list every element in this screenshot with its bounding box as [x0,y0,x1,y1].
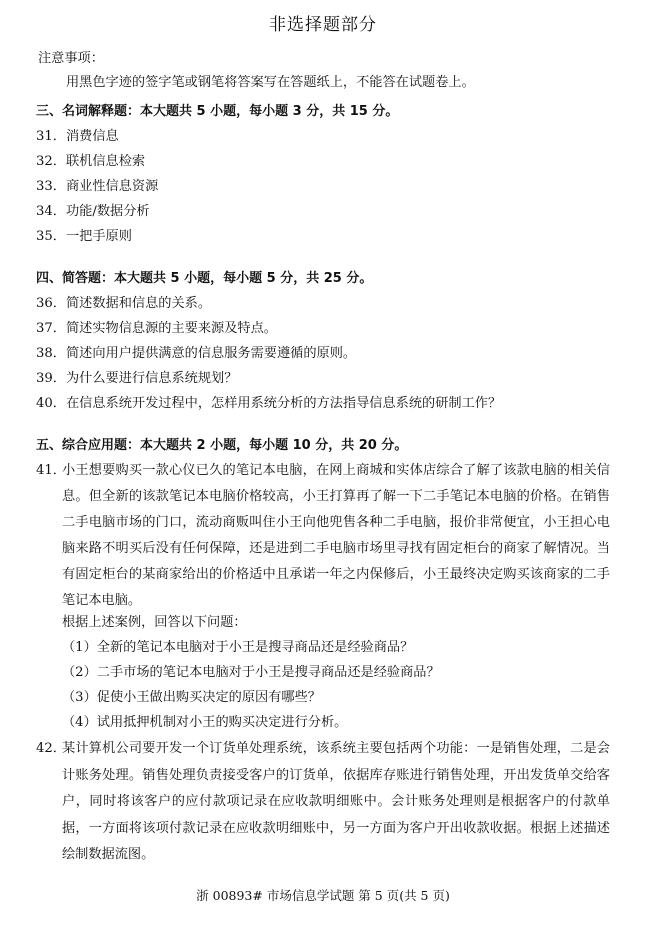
section3-header: 三、名词解释题：本大题共 5 小题，每小题 3 分，共 15 分。 [36,104,399,119]
sub-question: （1）全新的笔记本电脑对于小王是搜寻商品还是经验商品？ [62,640,414,655]
section5-header: 五、综合应用题：本大题共 2 小题，每小题 10 分，共 20 分。 [36,438,408,453]
question-41-text: 小王想要购买一款心仪已久的笔记本电脑，在网上商城和实体店综合了解了该款电脑的相关信息。但全新的该款笔记本电脑价格较高，小王打算再了解一下二手笔记本电脑的价格。在销售二手电脑市场的门口，流动商贩叫住小王向他兜售各种二手电脑，报价非常便宜，小王担心电脑来路不明买后没有任何保障，还是进到二手电脑市场里寻找有固定柜台的商家了解情况。当有固定柜台的某商家给出的价格适中且承诺一年之内保修后，小王最终决定购买该商家的二手笔记本电脑。 [62,463,610,608]
list-item [36,345,356,363]
question-number: 41． [36,463,66,478]
question-number: 34． [36,204,66,219]
list-item [36,395,501,413]
sub-question: （4）试用抵押机制对小王的购买决定进行分析。 [62,715,348,730]
section4-header: 四、简答题：本大题共 5 小题，每小题 5 分，共 25 分。 [36,271,373,286]
sub-question: （2）二手市场的笔记本电脑对于小王是搜寻商品还是经验商品？ [62,665,440,680]
page-footer: 浙 00893# 市场信息学试题 第 5 页(共 5 页) [196,888,450,903]
question-text: 简述数据和信息的关系。 [66,296,212,311]
list-item [36,153,145,171]
list-item [36,178,158,196]
list-item [36,228,132,246]
question-text: 一把手原则 [66,229,132,244]
page-title: 非选择题部分 [269,15,377,35]
question-41-prompt: 根据上述案例，回答以下问题： [62,615,247,630]
question-text: 简述向用户提供满意的信息服务需要遵循的原则。 [66,346,357,361]
question-text: 商业性信息资源 [66,179,159,194]
question-number: 39． [36,371,66,386]
question-text: 功能/数据分析 [66,204,150,219]
question-text: 为什么要进行信息系统规划？ [66,371,238,386]
question-number: 35． [36,229,66,244]
question-number: 37． [36,321,66,336]
question-number: 31． [36,129,66,144]
question-number: 40． [36,396,66,411]
notice-text: 用黑色字迹的签字笔或钢笔将答案写在答题纸上，不能答在试题卷上。 [66,75,475,90]
list-item [36,370,237,388]
question-text: 联机信息检索 [66,154,146,169]
question-text: 简述实物信息源的主要来源及特点。 [66,321,277,336]
question-number: 33． [36,179,66,194]
sub-question: （3）促使小王做出购买决定的原因有哪些？ [62,690,321,705]
question-number: 42． [36,741,66,756]
notice-label: 注意事项： [38,51,104,66]
list-item [36,203,150,221]
question-number: 32． [36,154,66,169]
list-item [36,320,277,338]
question-42-text: 某计算机公司要开发一个订货单处理系统，该系统主要包括两个功能：一是销售处理，二是会计账务处理。销售处理负责接受客户的订货单，依据库存账进行销售处理，开出发货单交给客户，同时将该客户的应付款项记录在应收款明细账中。会计账务处理则是根据客户的付款单据，一方面将该项付款记录在应收款明细账中，另一方面为客户开出收款收据。根据上述描述绘制数据流图。 [62,741,610,862]
question-text: 在信息系统开发过程中，怎样用系统分析的方法指导信息系统的研制工作？ [66,396,502,411]
list-item [36,128,119,146]
question-number: 38． [36,346,66,361]
question-text: 消费信息 [66,129,119,144]
question-number: 36． [36,296,66,311]
list-item [36,295,211,313]
